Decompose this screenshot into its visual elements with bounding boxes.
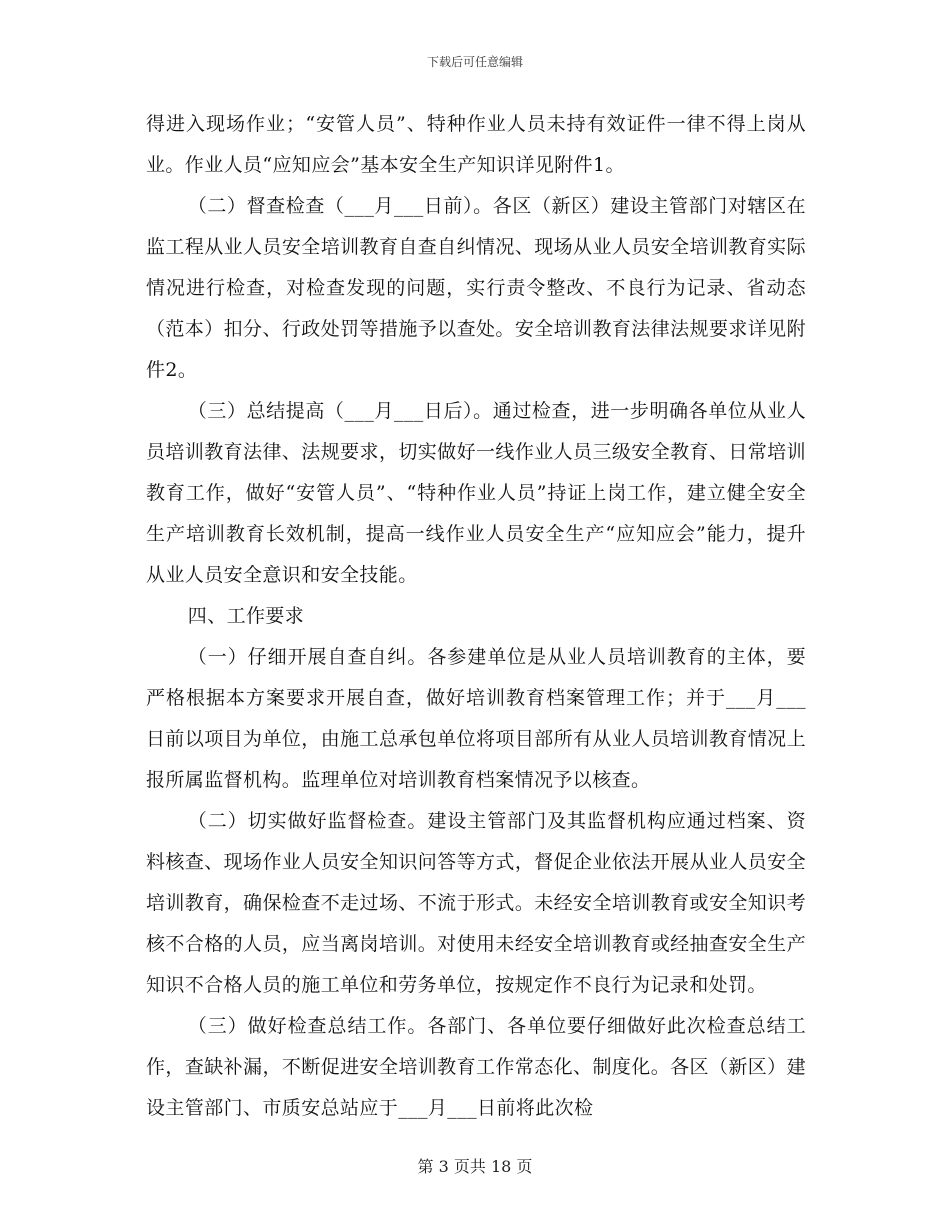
paragraph-self-check: （一）仔细开展自查自纠。各参建单位是从业人员培训教育的主体，要严格根据本方案要求开展自查，做好培训教育档案管理工作；并于___月___日前以项目为单位，由施工总承包单位将项目部所有从业人员培训教育情况上报所属监督机构。监理单位对培训教育档案情况予以核查。 bbox=[146, 646, 806, 791]
page-header: 下载后可任意编辑 bbox=[426, 55, 523, 69]
paragraph-summary-work: （三）做好检查总结工作。各部门、各单位要仔细做好此次检查总结工作，查缺补漏，不断促进安全培训教育工作常态化、制度化。各区（新区）建设主管部门、市质安总站应于___月___日前将此次检 bbox=[146, 1015, 806, 1119]
paragraph-inspection: （二）督查检查（___月___日前）。各区（新区）建设主管部门对辖区在监工程从业人员安全培训教育自查自纠情况、现场从业人员安全培训教育实际情况进行检查，对检查发现的问题，实行责令整改、不良行为记录、省动态（范本）扣分、行政处罚等措施予以查处。安全培训教育法律法规要求详见附件2。 bbox=[146, 195, 806, 381]
section-heading-work-requirements: 四、工作要求 bbox=[187, 605, 305, 627]
paragraph-supervision: （二）切实做好监督检查。建设主管部门及其监督机构应通过档案、资料核查、现场作业人员安全知识问答等方式，督促企业依法开展从业人员安全培训教育，确保检查不走过场、不流于形式。未经安全培训教育或安全知识考核不合格的人员，应当离岗培训。对使用未经安全培训教育或经抽查安全生产知识不合格人员的施工单位和劳务单位，按规定作不良行为记录和处罚。 bbox=[146, 810, 806, 996]
page-number: 第 3 页共 18 页 bbox=[417, 1157, 533, 1176]
paragraph-continuation: 得进入现场作业；“安管人员”、特种作业人员未持有效证件一律不得上岗从业。作业人员“应知应会”基本安全生产知识详见附件1。 bbox=[146, 113, 806, 176]
paragraph-summary: （三）总结提高（___月___日后）。通过检查，进一步明确各单位从业人员培训教育法律、法规要求，切实做好一线作业人员三级安全教育、日常培训教育工作，做好“安管人员”、“特种作业人员”持证上岗工作，建立健全安全生产培训教育长效机制，提高一线作业人员安全生产“应知应会”能力，提升从业人员安全意识和安全技能。 bbox=[146, 400, 806, 586]
document-body bbox=[146, 104, 806, 1129]
